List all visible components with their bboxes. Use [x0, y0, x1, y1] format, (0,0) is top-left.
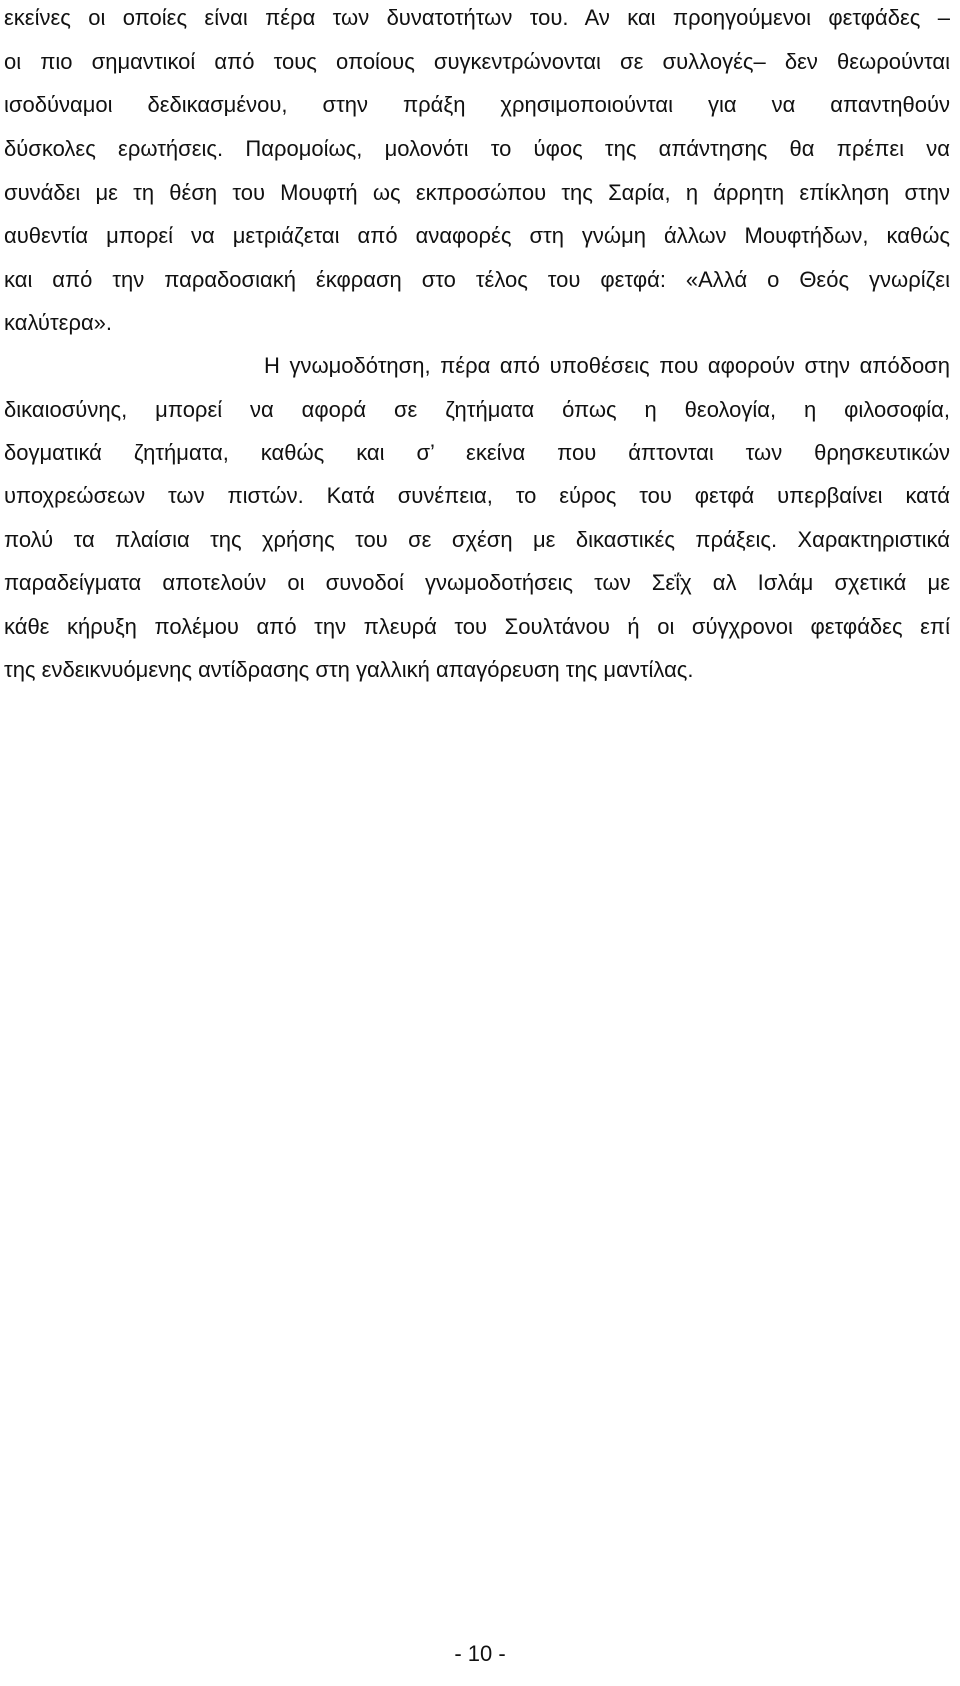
- paragraph-2-line-5: πολύ τα πλαίσια της χρήσης του σε σχέση με δικαστικές πράξεις. Χαρακτηριστικά: [4, 527, 950, 552]
- paragraph-1-line-7: και από την παραδοσιακή έκφραση στο τέλος του φετφά: «Αλλά ο Θεός γνωρίζει: [4, 267, 950, 292]
- paragraph-1-line-5: συνάδει με τη θέση του Μουφτή ως εκπροσώπου της Σαρία, η άρρητη επίκληση στην: [4, 180, 950, 205]
- paragraph-2-line-4: υποχρεώσεων των πιστών. Κατά συνέπεια, το εύρος του φετφά υπερβαίνει κατά: [4, 483, 950, 508]
- page-number: - 10 -: [454, 1641, 506, 1666]
- paragraph-1-line-1: εκείνες οι οποίες είναι πέρα των δυνατοτήτων του. Αν και προηγούμενοι φετφάδες –: [4, 5, 950, 30]
- paragraph-2-line-7: κάθε κήρυξη πολέμου από την πλευρά του Σουλτάνου ή οι σύγχρονοι φετφάδες επί: [4, 614, 950, 639]
- paragraph-2-line-1: Η γνωμοδότηση, πέρα από υποθέσεις που αφορούν στην απόδοση: [264, 353, 950, 378]
- paragraph-1-line-6: αυθεντία μπορεί να μετριάζεται από αναφορές στη γνώμη άλλων Μουφτήδων, καθώς: [4, 223, 950, 248]
- paragraph-1-line-3: ισοδύναμοι δεδικασμένου, στην πράξη χρησιμοποιούνται για να απαντηθούν: [4, 92, 950, 117]
- paragraph-1-line-8: καλύτερα».: [4, 310, 113, 335]
- paragraph-2-line-8: της ενδεικνυόμενης αντίδρασης στη γαλλική απαγόρευση της μαντίλας.: [4, 657, 694, 682]
- paragraph-2-line-2: δικαιοσύνης, μπορεί να αφορά σε ζητήματα όπως η θεολογία, η φιλοσοφία,: [4, 397, 950, 422]
- paragraph-2-line-3: δογματικά ζητήματα, καθώς και σ’ εκείνα που άπτονται των θρησκευτικών: [4, 440, 950, 465]
- paragraph-1-line-4: δύσκολες ερωτήσεις. Παρομοίως, μολονότι το ύφος της απάντησης θα πρέπει να: [4, 136, 950, 161]
- paragraph-1-line-2: οι πιο σημαντικοί από τους οποίους συγκεντρώνονται σε συλλογές– δεν θεωρούνται: [4, 49, 950, 74]
- paragraph-2-line-6: παραδείγματα αποτελούν οι συνοδοί γνωμοδοτήσεις των Σεΐχ αλ Ισλάμ σχετικά με: [4, 570, 950, 595]
